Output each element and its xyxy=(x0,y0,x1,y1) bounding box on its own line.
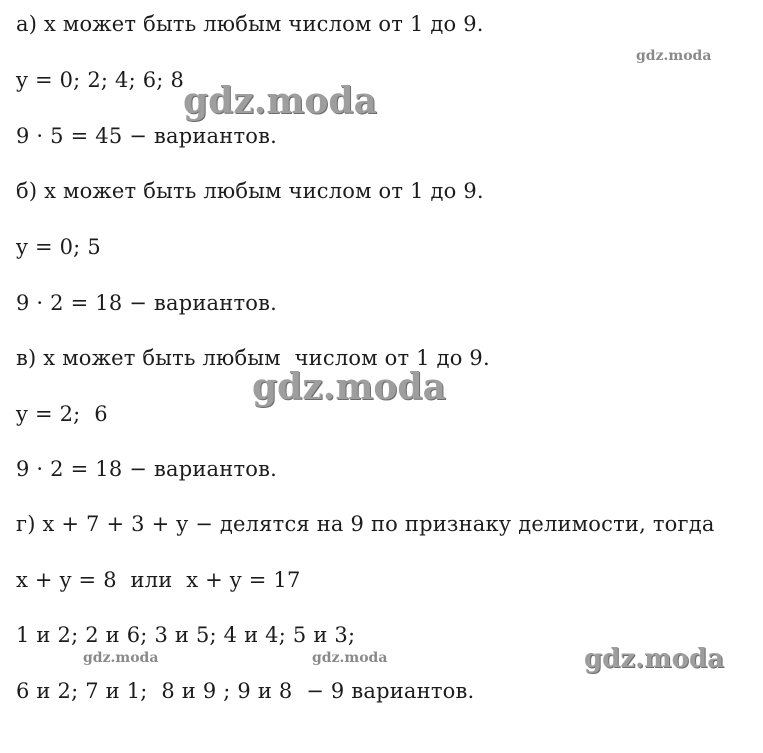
part-a-condition: а) x может быть любым числом от 1 до 9. xyxy=(16,12,484,36)
part-d-equations: x + y = 8 или x + y = 17 xyxy=(16,568,301,592)
watermark: gdz.moda xyxy=(83,650,159,666)
part-a-result: 9 · 5 = 45 − вариантов. xyxy=(16,124,278,148)
part-d-pairs-2: 6 и 2; 7 и 1; 8 и 9 ; 9 и 8 − 9 вариантов. xyxy=(16,679,475,703)
watermark: gdz.moda xyxy=(584,644,725,674)
part-b-y-values: y = 0; 5 xyxy=(16,235,101,259)
part-c-result: 9 · 2 = 18 − вариантов. xyxy=(16,457,278,481)
part-a-y-values: y = 0; 2; 4; 6; 8 xyxy=(16,68,185,92)
watermark: gdz.moda xyxy=(312,650,388,666)
watermark: gdz.moda xyxy=(183,80,377,122)
part-d-pairs-1: 1 и 2; 2 и 6; 3 и 5; 4 и 4; 5 и 3; xyxy=(16,623,356,647)
part-d-condition: г) x + 7 + 3 + y − делятся на 9 по признаку делимости, тогда xyxy=(16,512,715,536)
part-c-y-values: y = 2; 6 xyxy=(16,402,108,426)
watermark: gdz.moda xyxy=(252,366,446,408)
part-b-result: 9 · 2 = 18 − вариантов. xyxy=(16,291,278,315)
watermark: gdz.moda xyxy=(636,48,712,64)
part-b-condition: б) x может быть любым числом от 1 до 9. xyxy=(16,179,484,203)
part-c-condition: в) x может быть любым числом от 1 до 9. xyxy=(16,346,490,370)
